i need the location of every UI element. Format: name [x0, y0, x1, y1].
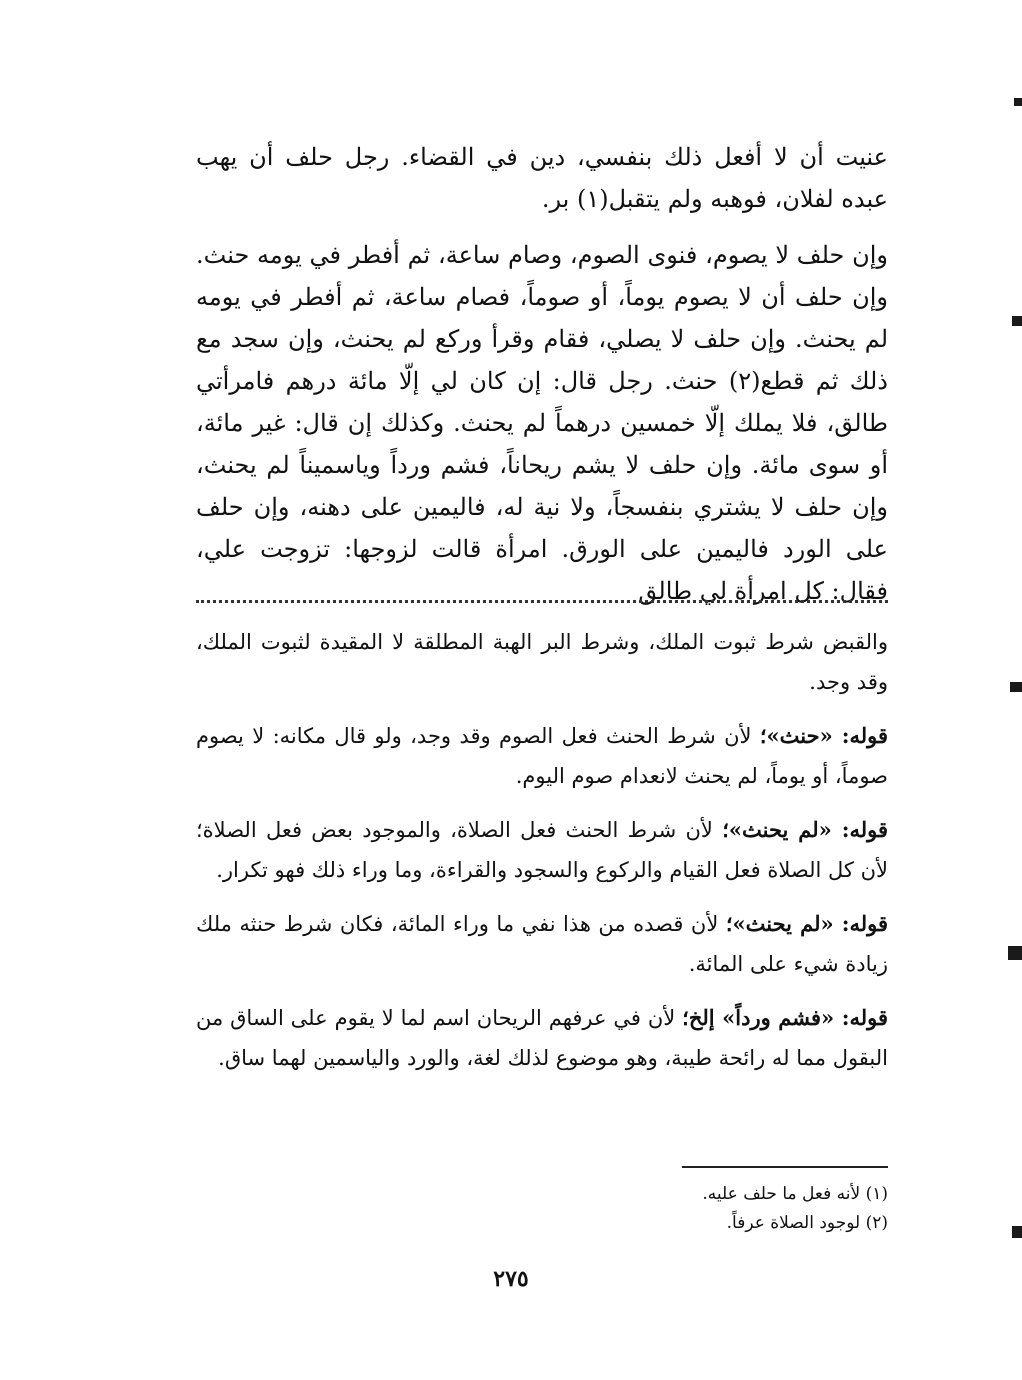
commentary-keyword: قوله: «فشم ورداً» إلخ؛ — [682, 1005, 888, 1030]
main-paragraph-2: وإن حلف لا يصوم، فنوى الصوم، وصام ساعة، ثم أفطر في يومه حنث. وإن حلف أن لا يصوم يوماً، أو صوماً، فصام ساعة، ثم أفطر في يومه لم يحنث. وإن حلف لا يصلي، فقام وقرأ وركع لم يحنث، وإن سجد مع ذلك ثم قطع(٢) حنث. رجل قال: إن كان لي إلّا مائة درهم فامرأتي طالق، فلا يملك إلّا خمسين درهماً لم يحنث. وكذلك إن قال: غير مائة، أو سوى مائة. وإن حلف لا يشم ريحاناً، فشم ورداً وياسميناً لم يحنث، وإن حلف لا يشتري بنفسجاً، ولا نية له، فاليمين على دهنه، وإن حلف على الورد فاليمين على الورق. امرأة قالت لزوجها: تزوجت علي، فقال: كل امرأة لي طالق — [196, 241, 888, 605]
footnotes — [196, 1180, 888, 1238]
commentary — [196, 622, 888, 1092]
scan-edge-mark — [1014, 98, 1022, 106]
commentary-text: لأن شرط الحنث فعل الصلاة، والموجود بعض فعل الصلاة؛ لأن كل الصلاة فعل القيام والركوع والسجود والقراءة، وما وراء ذلك فهو تكرار. — [196, 818, 888, 882]
scan-edge-mark — [1008, 946, 1022, 960]
commentary-paragraph-4 — [196, 998, 888, 1078]
page-number: ٢٧٥ — [493, 1266, 529, 1292]
dotted-separator — [196, 600, 888, 603]
scan-edge-mark — [1010, 682, 1022, 692]
commentary-text: لأن في عرفهم الريحان اسم لما لا يقوم على الساق من البقول مما له رائحة طيبة، وهو موضوع لذلك لغة، والورد والياسمين لهما ساق. — [196, 1006, 888, 1070]
commentary-paragraph-1 — [196, 716, 888, 796]
commentary-text: لأن شرط الحنث فعل الصوم وقد وجد، ولو قال مكانه: لا يصوم صوماً، أو يوماً، لم يحنث لانعدام صوم اليوم. — [196, 724, 888, 788]
footnote-1: (١) لأنه فعل ما حلف عليه. — [702, 1184, 888, 1204]
main-paragraph-1: عنيت أن لا أفعل ذلك بنفسي، دين في القضاء. رجل حلف أن يهب عبده لفلان، فوهبه ولم يتقبل(١) بر. — [196, 143, 888, 213]
main-text — [196, 136, 888, 612]
commentary-keyword: قوله: «لم يحنث»؛ — [725, 911, 889, 936]
commentary-paragraph-2 — [196, 810, 888, 890]
footnote-rule — [682, 1166, 888, 1168]
scan-edge-mark — [1012, 316, 1022, 326]
commentary-paragraph-3 — [196, 904, 888, 984]
commentary-keyword: قوله: «حنث»؛ — [759, 723, 888, 748]
scan-edge-mark — [1012, 1226, 1022, 1238]
commentary-text: لأن قصده من هذا نفي ما وراء المائة، فكان شرط حنثه ملك زيادة شيء على المائة. — [196, 912, 888, 976]
footnote-2: (٢) لوجود الصلاة عرفاً. — [726, 1213, 888, 1233]
commentary-keyword: قوله: «لم يحنث»؛ — [722, 817, 888, 842]
commentary-paragraph-0: والقبض شرط ثبوت الملك، وشرط البر الهبة المطلقة لا المقيدة لثبوت الملك، وقد وجد. — [196, 630, 888, 694]
